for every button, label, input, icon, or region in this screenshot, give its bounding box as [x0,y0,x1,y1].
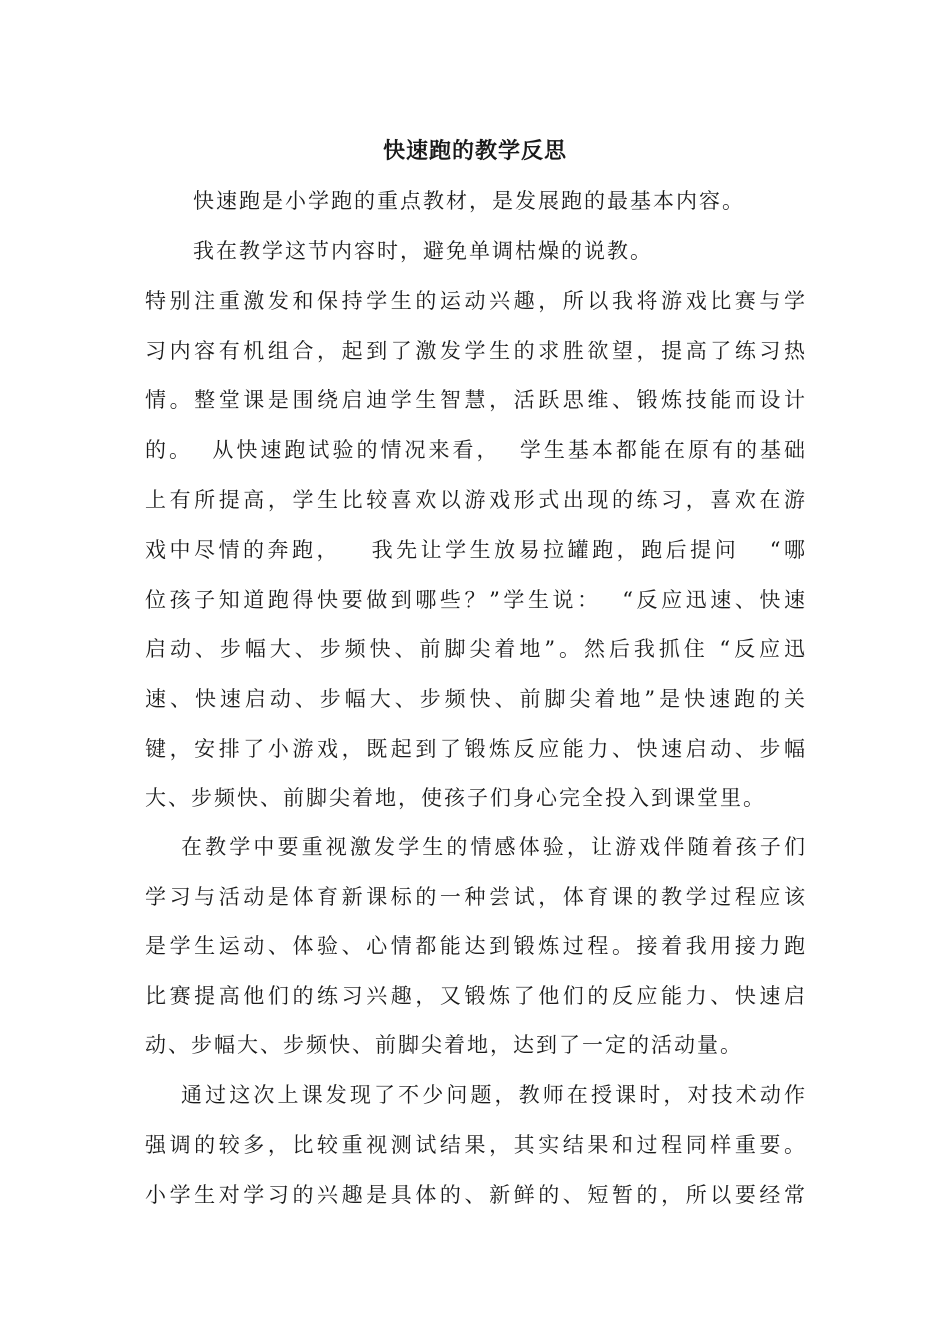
text-line: 比赛提高他们的练习兴趣，又锻炼了他们的反应能力、快速启 [145,984,805,1008]
page-title: 快速跑的教学反思 [382,139,567,164]
text-line: 我在教学这节内容时，避免单调枯燥的说教。 [193,239,653,263]
text-line: 上有所提高，学生比较喜欢以游戏形式出现的练习，喜欢在游 [145,488,805,512]
text-line: 快速跑是小学跑的重点教材，是发展跑的最基本内容。 [193,189,745,213]
text-line: 启动、步幅大、步频快、前脚尖着地”。然后我抓住 “反应迅 [145,637,805,661]
text-line: 通过这次上课发现了不少问题，教师在授课时，对技术动作 [181,1083,805,1107]
text-line: 速、快速启动、步幅大、步频快、前脚尖着地”是快速跑的关 [145,687,805,711]
text-line: 大、步频快、前脚尖着地，使孩子们身心完全投入到课堂里。 [145,786,766,810]
text-line: 情。整堂课是围绕启迪学生智慧，活跃思维、锻炼技能而设计 [145,388,805,412]
text-line: 强调的较多，比较重视测试结果，其实结果和过程同样重要。 [145,1133,805,1157]
text-line: 在教学中要重视激发学生的情感体验，让游戏伴随着孩子们 [181,835,805,859]
text-line: 键，安排了小游戏，既起到了锻炼反应能力、快速启动、步幅 [145,737,805,761]
text-line: 习内容有机组合，起到了激发学生的求胜欲望，提高了练习热 [145,339,805,363]
text-line: 的。 从快速跑试验的情况来看， 学生基本都能在原有的基础 [145,438,805,462]
text-line: 学习与活动是体育新课标的一种尝试，体育课的教学过程应该 [145,885,805,909]
text-line: 动、步幅大、步频快、前脚尖着地，达到了一定的活动量。 [145,1033,743,1057]
text-line: 戏中尽情的奔跑， 我先让学生放易拉罐跑，跑后提问 “哪 [145,538,805,562]
text-line: 小学生对学习的兴趣是具体的、新鲜的、短暂的，所以要经常 [145,1183,805,1207]
text-line: 特别注重激发和保持学生的运动兴趣，所以我将游戏比赛与学 [145,289,805,313]
text-line: 位孩子知道跑得快要做到哪些？”学生说： “反应迅速、快速 [145,588,805,612]
text-line: 是学生运动、体验、心情都能达到锻炼过程。接着我用接力跑 [145,934,805,958]
